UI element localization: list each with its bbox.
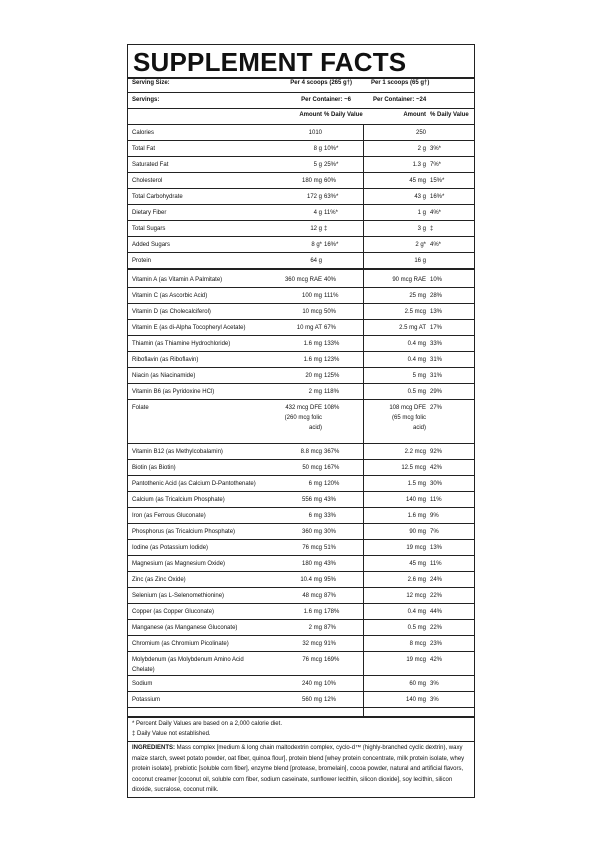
table-row [128, 188, 474, 204]
dv-col2: 29% [430, 389, 443, 395]
amount-col2: 12 mcg [406, 593, 426, 599]
table-row [128, 603, 474, 619]
serving-size-col2: Per 1 scoops (65 g†) [371, 80, 430, 86]
amount-col1: 10 mg AT [296, 325, 322, 331]
nutrient-name: Iodine (as Potassium Iodide) [132, 545, 209, 551]
supplement-facts-panel [127, 44, 475, 798]
dv-col1: 10%* [324, 146, 339, 152]
table-row [128, 236, 474, 252]
dv-col1: 367% [324, 449, 340, 455]
dv-col2: 27% [430, 405, 443, 411]
dv-col2: 3% [430, 697, 439, 703]
nutrient-name: Magnesium (as Magnesium Oxide) [132, 561, 226, 567]
nutrient-name: Vitamin C (as Ascorbic Acid) [132, 293, 208, 299]
divider [128, 108, 474, 109]
dv-col1: ‡ [324, 226, 328, 232]
nutrient-name: Zinc (as Zinc Oxide) [132, 577, 186, 583]
amount-col1: 50 mcg [302, 465, 322, 471]
table-row [128, 675, 474, 691]
nutrient-name: Calories [132, 130, 155, 136]
amount-col1: 8 g* [311, 242, 322, 248]
nutrient-name: Added Sugars [132, 242, 171, 248]
dv-col1: 51% [324, 545, 337, 551]
table-row [128, 635, 474, 651]
table-row [128, 491, 474, 507]
nutrient-name: Vitamin B12 (as Methylcobalamin) [132, 449, 223, 455]
amount-col1: 180 mg [301, 561, 322, 567]
amount-col2: 2 g [417, 146, 426, 152]
amount-col2: 2.2 mcg [404, 449, 426, 455]
amount-col2: 45 mg [409, 178, 426, 184]
nutrient-name: Molybdenum (as Molybdenum Amino Acid Chelate) [132, 657, 244, 673]
dv-col1: 30% [324, 529, 337, 535]
dv-col1: 125% [324, 373, 340, 379]
divider [128, 77, 474, 79]
nutrient-name: Thiamin (as Thiamine Hydrochloride) [132, 341, 231, 347]
table-row [128, 475, 474, 491]
dv-col1: 33% [324, 513, 337, 519]
amount-col1: 100 mg [301, 293, 322, 299]
amount-col2: 19 mcg [406, 545, 426, 551]
dv-col2: 7% [430, 529, 439, 535]
dv-col1: 67% [324, 325, 337, 331]
amount-col2: 43 g [414, 194, 426, 200]
amount-col1: 48 mcg [302, 593, 322, 599]
amount-col2: 12.5 mcg [401, 465, 426, 471]
dv-col2: 31% [430, 373, 443, 379]
amount-col1: 12 g [310, 226, 322, 232]
amount-col2: 1.5 mg [407, 481, 426, 487]
table-row [128, 571, 474, 587]
ingredients-label: INGREDIENTS: [132, 745, 176, 751]
amount-col2: 2.5 mcg [404, 309, 426, 315]
dv-col1: 25%* [324, 162, 339, 168]
table-row [128, 124, 474, 140]
dv-col1: 123% [324, 357, 340, 363]
table-row [128, 204, 474, 220]
dv-col1: 91% [324, 641, 337, 647]
amount-col2: 5 mg [412, 373, 426, 379]
dv-col1: 50% [324, 309, 337, 315]
dv-col2: 22% [430, 625, 443, 631]
amount-header: Amount [299, 112, 322, 118]
nutrient-name: Phosphorus (as Tricalcium Phosphate) [132, 529, 236, 535]
dv-col2: 44% [430, 609, 443, 615]
dv-col1: 111% [324, 293, 339, 299]
dv-col2: 11% [430, 561, 442, 567]
dv-col2: 10% [430, 277, 443, 283]
dv-col2: 7%* [430, 162, 442, 168]
ingredients-block [132, 743, 470, 796]
dv-col2: 13% [430, 545, 443, 551]
amount-col1: 560 mg [301, 697, 322, 703]
amount-col1: 432 mcg DFE (260 mcg folic acid) [284, 405, 322, 431]
serving-size-col1: Per 4 scoops (265 g†) [290, 80, 352, 86]
divider [128, 707, 474, 708]
divider [128, 92, 474, 93]
nutrient-name: Copper (as Copper Gluconate) [132, 609, 215, 615]
dv-col2: 3%* [430, 146, 442, 152]
amount-col1: 20 mg [305, 373, 322, 379]
dv-col1: 118% [324, 389, 339, 395]
dv-col2: 23% [430, 641, 443, 647]
table-row [128, 443, 474, 459]
amount-col1: 360 mcg RAE [284, 277, 322, 283]
amount-col2: 60 mg [409, 681, 426, 687]
column-divider [363, 124, 364, 717]
ingredients-text: Mass complex [medium & long chain maltodextrin complex, cyclo-d™ (highly-branched cyclic dextrin), waxy maize starch, sweet potato powder, oat fiber, quinoa flour], protein blend [whey protein concentrate, milk protein isolate, whey protein isolate], prebiotic [soluble corn fiber], enzyme blend [protease, bromelain], cocoa powder, natural and artificial flavors, coconut creamer [coconut oil, soluble corn fiber, sodium caseinate, sunflower lecithin, silicon dioxide], soy lecithin, silicon dioxide, sucralose, coconut milk. [132, 745, 465, 793]
amount-col2: 0.4 mg [407, 609, 426, 615]
dv-col1: 95% [324, 577, 337, 583]
amount-col1: 4 g [313, 210, 322, 216]
nutrient-name: Pantothenic Acid (as Calcium D-Pantothenate) [132, 481, 256, 487]
nutrient-name: Iron (as Ferrous Gluconate) [132, 513, 206, 519]
table-row [128, 271, 474, 287]
amount-col1: 6 mg [308, 513, 322, 519]
table-row [128, 335, 474, 351]
amount-col2: 45 mg [409, 561, 426, 567]
amount-col2: 140 mg [405, 497, 426, 503]
dv-col2: 15%* [430, 178, 445, 184]
amount-col2: 8 mcg [409, 641, 426, 647]
nutrient-name: Biotin (as Biotin) [132, 465, 176, 471]
amount-col1: 360 mg [301, 529, 322, 535]
dv-col2: 42% [430, 657, 443, 663]
dv-col1: 178% [324, 609, 340, 615]
nutrient-name: Vitamin D (as Cholecalciferol) [132, 309, 211, 315]
amount-col2: 25 mg [409, 293, 426, 299]
dv-col2: 28% [430, 293, 443, 299]
amount-col2: 2.5 mg AT [399, 325, 426, 331]
amount-col1: 10 mcg [302, 309, 322, 315]
amount-col1: 5 g [313, 162, 322, 168]
nutrient-name: Manganese (as Manganese Gluconate) [132, 625, 238, 631]
dv-col2: 17% [430, 325, 443, 331]
dv-col1: 60% [324, 178, 337, 184]
nutrient-name: Riboflavin (as Riboflavin) [132, 357, 199, 363]
table-row [128, 252, 474, 268]
dv-col2: 24% [430, 577, 443, 583]
servings-label: Servings: [132, 97, 160, 103]
dv-header-2: % Daily Value [430, 112, 469, 118]
amount-header-2: Amount [403, 112, 426, 118]
dv-col1: 43% [324, 561, 337, 567]
divider [128, 268, 474, 270]
dv-col2: 42% [430, 465, 443, 471]
amount-col2: 1 g [417, 210, 426, 216]
dv-col2: 92% [430, 449, 443, 455]
dv-col1: 87% [324, 625, 337, 631]
amount-col1: 1.6 mg [303, 341, 322, 347]
dv-col2: 30% [430, 481, 443, 487]
table-row [128, 287, 474, 303]
amount-col2: 90 mcg RAE [392, 277, 426, 283]
table-row [128, 507, 474, 523]
dv-col2: 4%* [430, 210, 442, 216]
table-row [128, 172, 474, 188]
dv-col1: 16%* [324, 242, 339, 248]
table-row [128, 319, 474, 335]
servings-col2: Per Container: ~24 [373, 97, 427, 103]
table-row [128, 140, 474, 156]
dv-col2: 31% [430, 357, 443, 363]
amount-col1: 1.6 mg [303, 609, 322, 615]
dv-col1: 12% [324, 697, 337, 703]
nutrient-name: Chromium (as Chromium Picolinate) [132, 641, 229, 647]
nutrient-name: Vitamin E (as di-Alpha Tocopheryl Acetate) [132, 325, 246, 331]
dv-col2: 16%* [430, 194, 445, 200]
nutrient-name: Dietary Fiber [132, 210, 167, 216]
amount-col2: 0.5 mg [407, 389, 426, 395]
dv-col2: 13% [430, 309, 443, 315]
footnotes [132, 719, 470, 739]
amount-col1: 2 mg [308, 389, 322, 395]
table-row [128, 459, 474, 475]
amount-col2: 250 [415, 130, 426, 136]
amount-col2: 2 g* [415, 242, 426, 248]
amount-col1: 76 mcg [302, 545, 322, 551]
dv-col1: 43% [324, 497, 337, 503]
amount-col1: 64 g [310, 258, 322, 264]
nutrient-name: Sodium [132, 681, 153, 687]
dv-col2: 4%* [430, 242, 442, 248]
nutrient-name: Protein [132, 258, 152, 264]
panel-title: SUPPLEMENT FACTS [133, 47, 407, 77]
footnote-dv: * Percent Daily Values are based on a 2,000 calorie diet. [132, 721, 282, 727]
serving-size-label: Serving Size: [132, 80, 170, 86]
amount-col1: 180 mg [301, 178, 322, 184]
amount-col1: 1010 [308, 130, 322, 136]
table-row [128, 367, 474, 383]
table-row [128, 539, 474, 555]
divider [128, 716, 474, 718]
footnote-dagger: ‡ Daily Value not established. [132, 731, 211, 737]
amount-col2: 140 mg [405, 697, 426, 703]
nutrient-name: Saturated Fat [132, 162, 169, 168]
amount-col1: 240 mg [301, 681, 322, 687]
amount-col2: 19 mcg [406, 657, 426, 663]
amount-col1: 76 mcg [302, 657, 322, 663]
amount-col2: 108 mcg DFE (65 mcg folic acid) [389, 405, 426, 431]
dv-col2: 3% [430, 681, 439, 687]
amount-col1: 6 mg [308, 481, 322, 487]
dv-col2: ‡ [430, 226, 434, 232]
nutrient-name: Niacin (as Niacinamide) [132, 373, 196, 379]
nutrient-name: Calcium (as Tricalcium Phosphate) [132, 497, 225, 503]
table-row [128, 651, 474, 675]
amount-col2: 0.4 mg [407, 341, 426, 347]
dv-col1: 167% [324, 465, 340, 471]
amount-col2: 0.5 mg [407, 625, 426, 631]
nutrient-name: Potassium [132, 697, 161, 703]
nutrient-name: Folate [132, 405, 149, 411]
amount-col2: 16 g [414, 258, 426, 264]
dv-col2: 33% [430, 341, 443, 347]
table-row [128, 619, 474, 635]
dv-col1: 10% [324, 681, 337, 687]
dv-col2: 22% [430, 593, 443, 599]
amount-col1: 2 mg [308, 625, 322, 631]
amount-col1: 172 g [306, 194, 322, 200]
dv-col1: 120% [324, 481, 340, 487]
dv-header: % Daily Value [324, 112, 363, 118]
dv-col1: 40% [324, 277, 337, 283]
dv-col1: 108% [324, 405, 340, 411]
amount-col1: 10.4 mg [300, 577, 322, 583]
dv-col1: 169% [324, 657, 340, 663]
dv-col1: 11%* [324, 210, 338, 216]
table-row [128, 587, 474, 603]
nutrient-name: Total Carbohydrate [132, 194, 183, 200]
dv-col2: 9% [430, 513, 439, 519]
amount-col2: 2.6 mg [407, 577, 426, 583]
nutrient-name: Vitamin A (as Vitamin A Palmitate) [132, 277, 223, 283]
table-row [128, 220, 474, 236]
dv-col1: 87% [324, 593, 337, 599]
dv-col1: 63%* [324, 194, 339, 200]
nutrient-name: Total Sugars [132, 226, 166, 232]
amount-col2: 3 g [417, 226, 426, 232]
dv-col2: 11% [430, 497, 442, 503]
table-row [128, 156, 474, 172]
divider [128, 741, 474, 742]
table-row [128, 555, 474, 571]
amount-col2: 1.6 mg [407, 513, 426, 519]
table-row [128, 303, 474, 319]
table-row [128, 399, 474, 443]
amount-col1: 8.8 mcg [300, 449, 322, 455]
amount-col1: 32 mcg [302, 641, 322, 647]
amount-col2: 90 mg [409, 529, 426, 535]
dv-col1: 133% [324, 341, 340, 347]
servings-col1: Per Container: ~6 [301, 97, 351, 103]
table-row [128, 351, 474, 367]
nutrient-name: Selenium (as L-Selenomethionine) [132, 593, 225, 599]
table-row [128, 383, 474, 399]
amount-col2: 0.4 mg [407, 357, 426, 363]
amount-col1: 1.6 mg [303, 357, 322, 363]
amount-col1: 556 mg [301, 497, 322, 503]
nutrient-name: Cholesterol [132, 178, 163, 184]
amount-col1: 8 g [313, 146, 322, 152]
table-row [128, 523, 474, 539]
nutrient-name: Vitamin B6 (as Pyridoxine HCl) [132, 389, 215, 395]
nutrient-name: Total Fat [132, 146, 156, 152]
amount-col2: 1.3 g [412, 162, 426, 168]
table-row [128, 691, 474, 707]
